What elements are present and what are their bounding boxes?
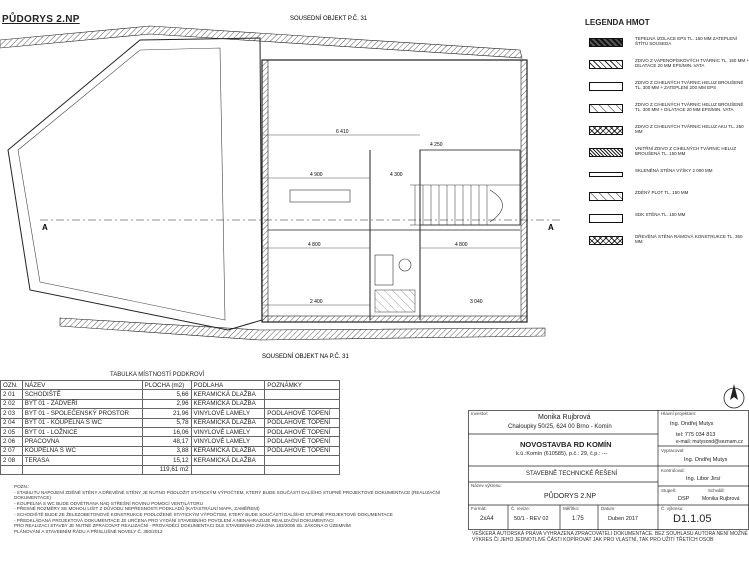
swatch-sdk-icon (589, 214, 623, 223)
table-row (1, 456, 340, 465)
table-cell: BYT 01 - ZÁDVEŘÍ (22, 399, 142, 408)
legend-title: LEGENDA HMOT (585, 18, 650, 27)
dimension-label: 3 040 (470, 299, 483, 305)
section-mark-right: A (548, 223, 554, 232)
column-header: POZNÁMKY (265, 381, 340, 390)
format-value: 2xA4 (480, 516, 494, 522)
stage-value: DSP (678, 496, 690, 502)
drafter-label: Vypracoval: (661, 448, 685, 453)
north-arrow-icon (722, 382, 746, 412)
table-row (1, 399, 340, 408)
neighbor-top-label: SOUSEDNÍ OBJEKT P.Č. 31 (290, 16, 368, 22)
sheet-no-label: Č. výkresu: (661, 506, 684, 511)
table-header-row (1, 381, 340, 390)
checked-label: Kontroloval: (661, 468, 685, 473)
neighbor-bottom-label: SOUSEDNÍ OBJEKT NA P.Č. 31 (262, 354, 349, 360)
swatch-glass-icon (589, 172, 623, 177)
table-cell: PODLAHOVÉ TOPENÍ (265, 409, 340, 418)
table-cell: 2,96 (142, 399, 191, 408)
footer-line: VÝKRES ČI JEHO JEDNOTLIVÉ ČÁSTI KOPÍROVAT JAK PRO VLASTNÍ, TAK PRO UŽITÍ TŘETÍCH OSOB (472, 537, 714, 544)
column-header: PLOCHA (m2) (142, 381, 191, 390)
legend-item: ZDIVO Z CIHELNÝCH TVÁRNIC HELUZ BROUŠENÉ TL. 300 MM + DILATACE 20 MM EPS/MIN. VATA (585, 102, 749, 124)
table-cell: PODLAHOVÉ TOPENÍ (265, 446, 340, 455)
sheet-title: PŮDORYS 2.NP (2, 14, 80, 25)
note-line: - PŘESNÉ ROZMĚRY SE MOHOU LIŠIT Z DŮVODU NEPŘESNOSTI PODKLADŮ (KATASTRÁLNÍ MAPA, ZAMĚŘENÍ) (14, 506, 260, 512)
swatch-masonry-icon (589, 60, 623, 69)
title-block (468, 410, 749, 530)
column-header: PODLAHA (191, 381, 265, 390)
revision-label: Č. revize: (511, 506, 531, 511)
table-cell: PODLAHOVÉ TOPENÍ (265, 427, 340, 436)
legend-item: ZDĚNÝ PLOT TL. 150 MM (585, 190, 749, 212)
legend-item: SKLENĚNÁ STĚNA VÝŠKY 2 000 MM (585, 168, 749, 190)
table-cell: 16,06 (142, 427, 191, 436)
note-line: - PŘEDKLÁDANÁ PROJEKTOVÁ DOKUMENTACE JE URČENA PRO VYDÁNÍ STAVEBNÍHO POVOLENÍ A NENAHRAZUJE REALIZAČNÍ DOKUMENTACI (14, 517, 334, 523)
table-cell: KERAMICKÁ DLAŽBA (191, 390, 265, 399)
swatch-wood-wall-icon (589, 236, 623, 245)
approve-label: Schválil: (708, 488, 725, 493)
table-cell: 3,88 (142, 446, 191, 455)
legend-item: ZDIVO Z CIHELNÝCH TVÁRNIC HELUZ AKU TL. 250 MM (585, 124, 749, 146)
dimension-label: 4 250 (430, 142, 443, 148)
swatch-fence-icon (589, 192, 623, 201)
table-cell: 2 03 (1, 409, 23, 418)
column-header: OZN. (1, 381, 23, 390)
table-row (1, 446, 340, 455)
table-cell (265, 399, 340, 408)
table-cell: 5,78 (142, 418, 191, 427)
table-row (1, 437, 340, 446)
note-line: - SCHODIŠTĚ BUDE ZE ŽELEZOBETONOVÉ KONSTRUKCE PODLOŽENÉ STATICKÝM VÝPOČTEM, KTERÝ BUDE SOUČÁSTÍ DALŠÍHO STUPNĚ PROJEKTOVÉ DOKUMENTACE (14, 511, 393, 517)
table-row (1, 409, 340, 418)
project-name: NOVOSTAVBA RD KOMÍN (520, 440, 612, 449)
table-row (1, 390, 340, 399)
table-cell: VINYLOVÉ LAMELY (191, 427, 265, 436)
legend (585, 18, 749, 258)
swatch-insulation-icon (589, 38, 623, 47)
dimension-label: 2 400 (310, 299, 323, 305)
table-row (1, 418, 340, 427)
copyright-footer (472, 531, 749, 544)
column-header: NÁZEV (22, 381, 142, 390)
designer-email: e-mail: mutysond@seznam.cz (676, 439, 744, 445)
table-cell: 48,17 (142, 437, 191, 446)
note-line: POZN.: (14, 484, 30, 489)
investor-name: Monika Rujbrová (538, 414, 591, 421)
drawing-label: Název výkresu: (471, 483, 502, 488)
table-cell: 2 07 (1, 446, 23, 455)
swatch-brick-icon (589, 82, 623, 91)
room-table (0, 380, 340, 475)
swatch-inner-wall-icon (589, 148, 623, 157)
dimension-label: 4 800 (308, 242, 321, 248)
table-cell: PODLAHOVÉ TOPENÍ (265, 437, 340, 446)
table-cell: KERAMICKÁ DLAŽBA (191, 456, 265, 465)
stage-label: Stupeň: (661, 488, 677, 493)
scale-value: 1:75 (572, 516, 584, 522)
table-cell: KERAMICKÁ DLAŽBA (191, 399, 265, 408)
total-area: 119,61 m2 (142, 465, 191, 474)
swatch-aku-icon (589, 126, 623, 135)
sheet-number: D1.1.05 (673, 513, 712, 525)
note-line: PRO REALIZACI STAVBY JE NUTNÉ ZPRACOVAT REALIZAČNÍ - PROVÁDĚCÍ DOKUMENTACI DLE STAVEBNÍHO ZÁKONA 183/2006 Sb. ZÁKONA O ÚZEMNÍM (14, 523, 351, 529)
approve-name: Monika Rujbrová (702, 496, 740, 502)
date-label: Datum: (601, 506, 616, 511)
investor-label: Investor: (471, 411, 489, 416)
table-cell: 2 05 (1, 427, 23, 436)
format-label: Formát: (471, 506, 487, 511)
swatch-brick-dilatation-icon (589, 104, 623, 113)
table-cell: TERASA (22, 456, 142, 465)
table-total-row (1, 465, 340, 474)
legend-item: SDK STĚNA TL. 150 MM (585, 212, 749, 234)
table-cell: 2 08 (1, 456, 23, 465)
dimension-label: 4 900 (310, 172, 323, 178)
table-cell: 2 04 (1, 418, 23, 427)
legend-item: TEPELNÁ IZOLACE EPS TL. 150 MM ZATEPLENÍ ŠTÍTU SOUSEDA (585, 36, 749, 58)
table-cell: 2 02 (1, 399, 23, 408)
table-cell: BYT 01 - KOUPELNA S WC (22, 418, 142, 427)
note-line: PLÁNOVÁNÍ A STAVEBNÍM ŘÁDU A PŘÍSLUŠNÉ NOVELY Č. 350/2012 (14, 528, 163, 534)
table-cell: KERAMICKÁ DLAŽBA (191, 418, 265, 427)
part-label: STAVEBNĚ TECHNICKÉ ŘEŠENÍ (526, 471, 618, 477)
room-table-caption: TABULKA MÍSTNOSTÍ PODKROVÍ (110, 372, 205, 378)
legend-item: ZDIVO Z VÁPENOPÍSKOVÝCH TVÁRNIC TL. 150 MM + DILATACE 20 MM EPS/MIN. VATA (585, 58, 749, 80)
scale-label: Měřítko: (563, 506, 580, 511)
dimension-label: 6 410 (336, 129, 349, 135)
table-row (1, 427, 340, 436)
legend-item: DŘEVĚNÁ STĚNA RÁMOVÁ KONSTRUKCE TL. 350 MM (585, 234, 749, 256)
note-line: - STABILITU NAPOJENÍ ZDĚNÉ STĚNY A DŘEVĚNÉ STĚNY JE NUTNO PODLOŽIT STATICKÝM VÝPOČTEM, KTERÝ BUDE SOUČÁSTÍ DALŠÍHO STUPNĚ PROJEKTOVÉ DOKUMENTACE (REALIZAČNÍ DOKUMENTACE) (14, 489, 441, 501)
legend-item: VNITŘNÍ ZDIVO Z CIHELNÝCH TVÁRNIC HELUZ BROUŠENÁ TL. 150 MM (585, 146, 749, 168)
table-cell: VINYLOVÉ LAMELY (191, 437, 265, 446)
dimension-label: 4 800 (455, 242, 468, 248)
table-cell (265, 456, 340, 465)
table-cell: PODLAHOVÉ TOPENÍ (265, 418, 340, 427)
table-cell: VINYLOVÉ LAMELY (191, 409, 265, 418)
designer-tel: tel: 775 034 813 (676, 432, 716, 438)
legend-item: ZDIVO Z CIHELNÝCH TVÁRNIC HELUZ BROUŠENÉ TL. 300 MM + ZATEPLENÍ 200 MM EPS (585, 80, 749, 102)
footer-line: VEŠKERÁ AUTORSKÁ PRÁVA VYHRAZENA ZPRACOVATELI DOKUMENTACE. BEZ SOUHLASU AUTORA NENÍ MOŽNÉ (472, 531, 748, 537)
designer-name: Ing. Ondřej Mutys (670, 421, 714, 427)
table-cell (265, 390, 340, 399)
note-line: - KOUPELNA S WC BUDE ODVĚTRÁNA NAD STŘEŠNÍ ROVINU POMOCÍ VENTILÁTORU (14, 500, 204, 506)
notes (14, 484, 474, 534)
drawing-name: PŮDORYS 2.NP (544, 493, 596, 500)
designer-label: Hlavní projektant: (661, 411, 697, 416)
drafter-name: Ing. Ondřej Mutys (684, 457, 728, 463)
table-cell: PRACOVNA (22, 437, 142, 446)
table-cell: 21,96 (142, 409, 191, 418)
table-cell: 2 01 (1, 390, 23, 399)
checked-name: Ing. Libor Jirsí (686, 476, 721, 482)
investor-address: Chaloupky 50/25, 624 00 Brno - Komín (508, 424, 612, 430)
table-cell: KOUPELNA S WC (22, 446, 142, 455)
dimension-label: 4 300 (390, 172, 403, 178)
table-cell: 5,66 (142, 390, 191, 399)
table-cell: 15,12 (142, 456, 191, 465)
date-value: Duben 2017 (608, 516, 638, 522)
table-cell: BYT 01 - SPOLEČENSKÝ PROSTOR (22, 409, 142, 418)
table-cell: 2 06 (1, 437, 23, 446)
project-location: k.ú.:Komín (610585), p.č.: 29, č.p.: --- (516, 451, 608, 457)
revision-value: 50/1 - REV 02 (514, 516, 549, 522)
section-mark-left: A (42, 223, 48, 232)
table-cell: SCHODIŠTĚ (22, 390, 142, 399)
table-cell: KERAMICKÁ DLAŽBA (191, 446, 265, 455)
table-cell: BYT 01 - LOŽNICE (22, 427, 142, 436)
